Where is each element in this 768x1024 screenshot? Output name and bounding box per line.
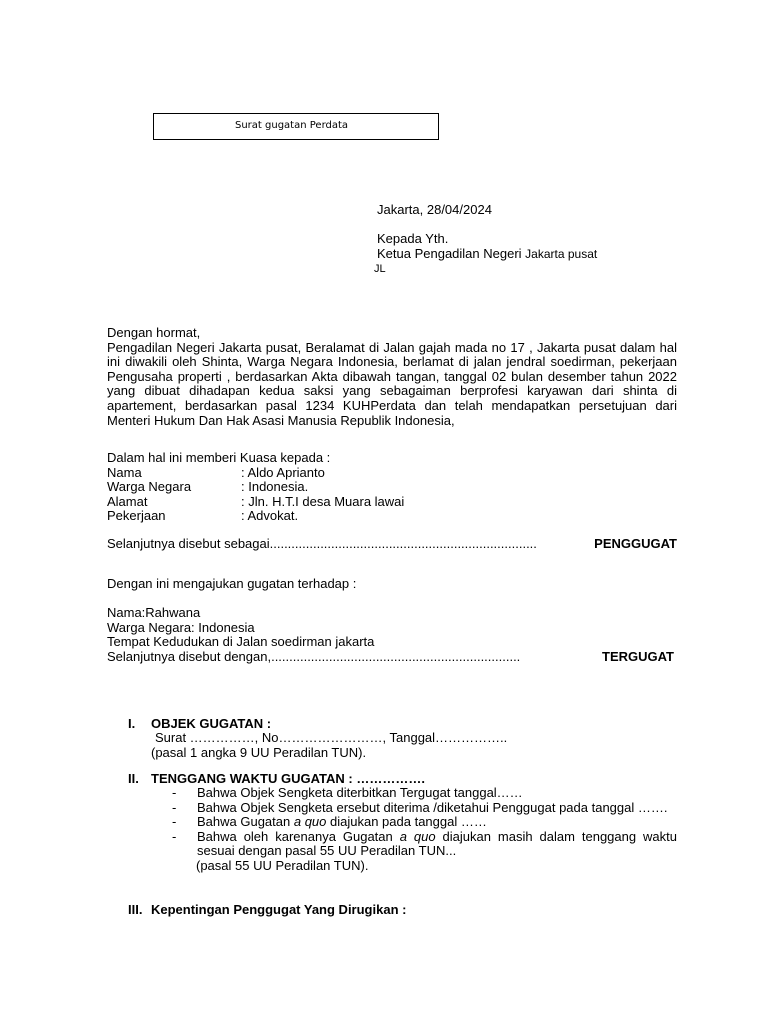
bullet-text-italic: a quo <box>399 828 436 844</box>
penggugat-prefix: Selanjutnya disebut sebagai <box>107 536 270 551</box>
bullet-text-pre: Bahwa Gugatan <box>197 814 294 830</box>
bullet-dash: - <box>172 828 177 844</box>
bullet-dash: - <box>172 799 177 815</box>
bullet-item <box>172 801 677 816</box>
section-title: Kepentingan Penggugat Yang Dirugikan : <box>151 902 407 917</box>
tergugat-line <box>107 650 674 665</box>
section-3-heading <box>128 903 406 918</box>
kuasa-row-alamat <box>107 495 677 510</box>
penggugat-dots: .......................................................................... <box>269 537 537 551</box>
kuasa-row-nama <box>107 466 677 481</box>
objek-pasal-line: (pasal 1 angka 9 UU Peradilan TUN). <box>151 744 367 760</box>
tergugat-role: TERGUGAT <box>602 648 674 664</box>
kuasa-label: Pekerjaan <box>107 508 166 524</box>
kuasa-intro: Dalam hal ini memberi Kuasa kepada : <box>107 450 331 465</box>
kuasa-row-pekerjaan <box>107 509 677 524</box>
bullet-text: Bahwa Objek Sengketa diterbitkan Tergugat tanggal…… <box>197 785 523 800</box>
bullet-text: Bahwa Objek Sengketa ersebut diterima /diketahui Penggugat pada tanggal ……. <box>197 799 668 815</box>
section-title: OBJEK GUGATAN : <box>151 716 272 731</box>
defendant-name: Nama:Rahwana <box>107 605 201 620</box>
section-title: TENGGANG WAKTU GUGATAN : ……………. <box>151 771 425 786</box>
kuasa-row-warga-negara <box>107 480 677 495</box>
kuasa-value: : Aldo Aprianto <box>241 464 325 480</box>
kuasa-value: : Indonesia. <box>241 479 309 495</box>
recipient-main: Ketua Pengadilan Negeri <box>377 246 526 261</box>
recipient-line <box>377 247 697 262</box>
defendant-nationality: Warga Negara: Indonesia <box>107 619 255 635</box>
kuasa-label: Alamat <box>107 493 148 509</box>
kepada-line: Kepada Yth. <box>377 231 449 246</box>
document-title: Surat gugatan Perdata <box>235 120 349 131</box>
bullet-item <box>172 830 677 859</box>
kuasa-value: : Advokat. <box>241 508 299 524</box>
bullet-dash: - <box>172 785 177 800</box>
tergugat-prefix: Selanjutnya disebut dengan, <box>107 648 272 664</box>
kuasa-label: Nama <box>107 464 142 480</box>
penggugat-role: PENGGUGAT <box>594 536 677 551</box>
bullet-text <box>197 815 677 830</box>
bullet-text-italic: a quo <box>293 814 327 830</box>
city-date: Jakarta, 28/04/2024 <box>377 202 492 217</box>
section-1-body <box>151 731 507 760</box>
bullet-text-post: diajukan pada tanggal …… <box>326 814 487 830</box>
section-2-note: (pasal 55 UU Peradilan TUN). <box>196 857 369 873</box>
bullet-text-post: diajukan masih dalam tenggang waktu sesuai dengan pasal 55 UU Peradilan TUN... <box>197 828 677 859</box>
kuasa-label: Warga Negara <box>107 479 192 495</box>
bullet-text-pre: Bahwa oleh karenanya Gugatan <box>197 828 400 844</box>
defendant-domicile: Tempat Kedudukan di Jalan soedirman jakarta <box>107 634 375 650</box>
bullet-text <box>197 830 677 859</box>
section-2-bullets <box>172 786 677 874</box>
salutation: Dengan hormat, <box>107 325 201 340</box>
defendant-intro: Dengan ini mengajukan gugatan terhadap : <box>107 576 357 591</box>
kuasa-value: : Jln. H.T.I desa Muara lawai <box>241 493 405 509</box>
penggugat-line <box>107 537 677 552</box>
section-number: I. <box>128 716 136 731</box>
jl-line: JL <box>374 263 386 275</box>
section-number: III. <box>128 902 143 917</box>
section-number: II. <box>128 771 139 786</box>
bullet-item <box>172 786 677 801</box>
objek-surat-line: Surat ……………, No……………………, Tanggal…………….. <box>155 730 508 745</box>
opening-block <box>107 326 677 428</box>
defendant-block <box>107 606 677 665</box>
document-title-box <box>153 113 439 140</box>
address-block <box>374 202 697 277</box>
opening-paragraph: Pengadilan Negeri Jakarta pusat, Beralamat di Jalan gajah mada no 17 , Jakarta pusat dalam hal ini diwakili oleh Shinta, Warga Negara Indonesia, berlamat di jalan jendral soedirman, pekerjaan Pengusaha properti , berdasarkan Akta dibawah tangan, tanggal 02 bulan desember tahun 2022 yang dibuat dihadapan kedua saksi yang sebagaiman berprofesi karyawan dari shinta di apartement, berdasarkan pasal 1234 KUHPerdata dan telah mendapatkan persetujuan dari Menteri Hukum Dan Hak Asasi Manusia Republik Indonesia, <box>107 339 677 428</box>
kuasa-block <box>107 451 677 524</box>
tergugat-dots: ..................................................................... <box>271 649 521 664</box>
recipient-tail: Jakarta pusat <box>525 247 598 261</box>
bullet-dash: - <box>172 814 177 830</box>
bullet-item <box>172 815 677 830</box>
